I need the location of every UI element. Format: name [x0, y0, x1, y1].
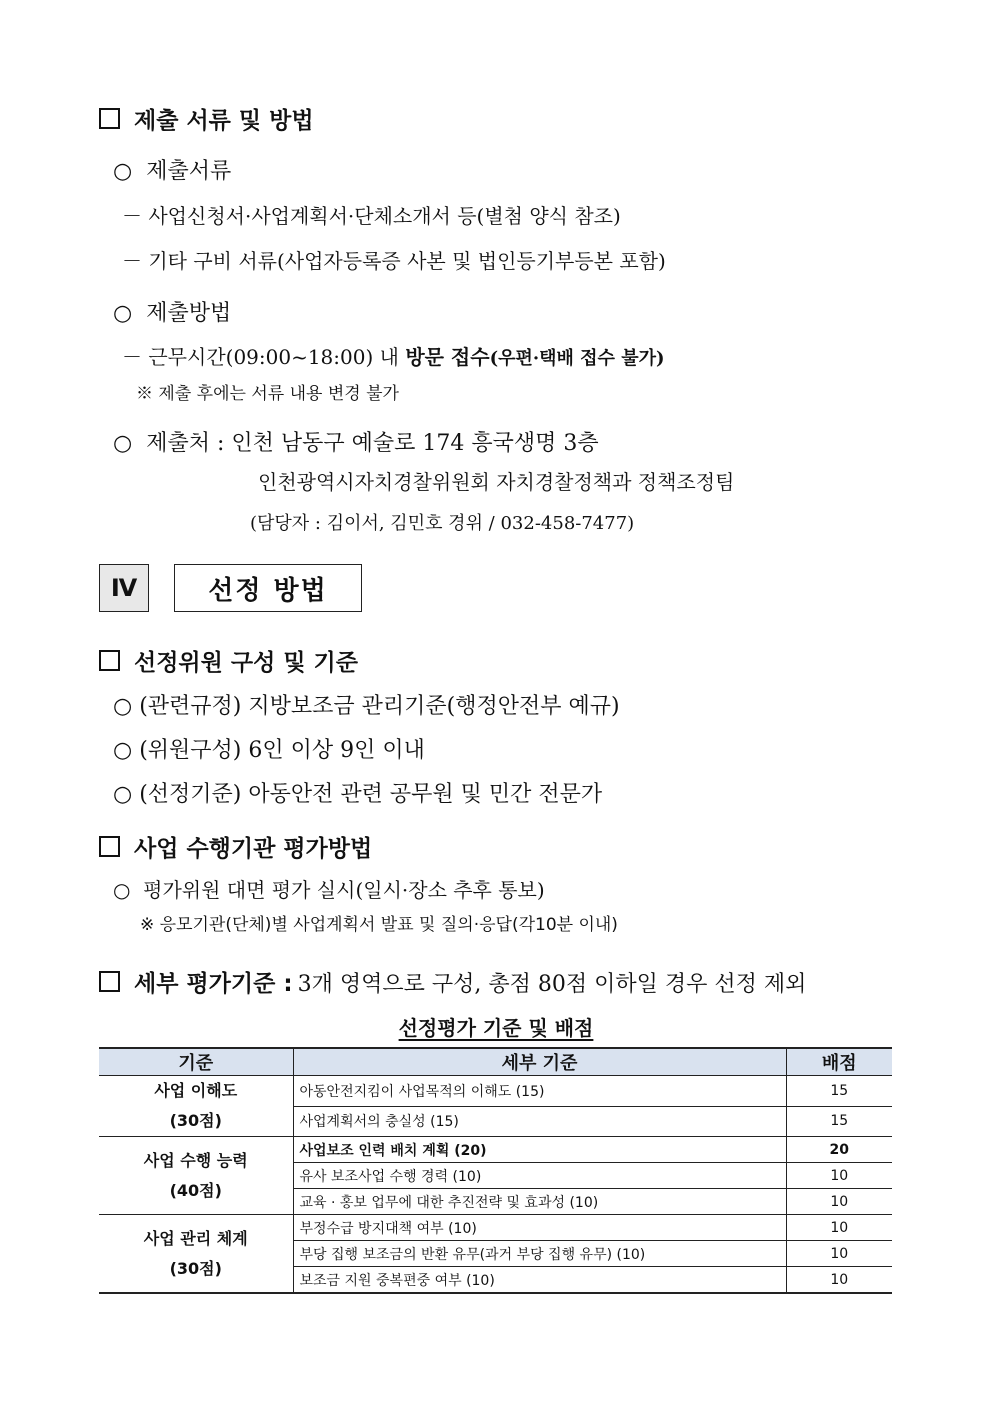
- detail-cell: 유사 보조사업 수행 경력 (10): [293, 1163, 786, 1189]
- section-heading-submission: 제출 서류 및 방법: [99, 102, 314, 135]
- docs-item-1: － 사업신청서·사업계획서·단체소개서 등(별첨 양식 참조): [122, 204, 621, 228]
- committee-item-3: ○ (선정기준) 아동안전 관련 공무원 및 민간 전문가: [113, 782, 603, 807]
- score-cell: 10: [786, 1163, 892, 1189]
- checkbox-square-icon: [99, 836, 120, 857]
- score-cell: 10: [786, 1241, 892, 1267]
- bullet-docs-title: ○ 제출서류: [113, 159, 232, 184]
- committee-item-1: ○ (관련규정) 지방보조금 관리기준(행정안전부 예규): [113, 694, 620, 719]
- checkbox-square-icon: [99, 971, 120, 992]
- score-cell: 10: [786, 1267, 892, 1294]
- section-heading-evaluation: 사업 수행기관 평가방법: [99, 830, 372, 863]
- checkbox-square-icon: [99, 108, 120, 129]
- score-cell: 10: [786, 1215, 892, 1241]
- table-row: [99, 1137, 892, 1163]
- header-score: 배점: [786, 1048, 892, 1076]
- category-cell: 사업 관리 체계 (30점): [99, 1215, 293, 1294]
- place-office: 인천광역시자치경찰위원회 자치경찰정책과 정책조정팀: [258, 470, 735, 494]
- dash-bullet-icon: －: [122, 249, 142, 273]
- place-contact: (담당자 : 김이서, 김민호 경위 / 032-458-7477): [250, 513, 635, 534]
- method-note: ※ 제출 후에는 서류 내용 변경 불가: [136, 384, 399, 404]
- method-item: － 근무시간(09:00~18:00) 내 방문 접수(우편·택배 접수 불가): [122, 345, 665, 369]
- evaluation-note: ※ 응모기관(단체)별 사업계획서 발표 및 질의·응답(각10분 이내): [140, 915, 618, 935]
- detail-cell: 부정수급 방지대책 여부 (10): [293, 1215, 786, 1241]
- circle-bullet-icon: ○: [113, 782, 133, 807]
- criteria-table: [99, 1047, 892, 1294]
- section-heading-committee: 선정위원 구성 및 기준: [99, 644, 358, 677]
- detail-cell: 교육 · 홍보 업무에 대한 추진전략 및 효과성 (10): [293, 1189, 786, 1215]
- circle-bullet-icon: ○: [113, 694, 133, 719]
- evaluation-item: ○ 평가위원 대면 평가 실시(일시·장소 추후 통보): [113, 878, 545, 902]
- detail-cell: 사업계획서의 충실성 (15): [293, 1106, 786, 1137]
- detail-cell: 아동안전지킴이 사업목적의 이해도 (15): [293, 1076, 786, 1107]
- circle-bullet-icon: ○: [113, 738, 133, 763]
- header-criteria: 기준: [99, 1048, 293, 1076]
- score-cell: 10: [786, 1189, 892, 1215]
- circle-bullet-icon: ○: [113, 431, 133, 456]
- table-header-row: [99, 1048, 892, 1076]
- circle-bullet-icon: ○: [113, 878, 131, 902]
- table-row: [99, 1215, 892, 1241]
- header-detail: 세부 기준: [293, 1048, 786, 1076]
- docs-item-2: － 기타 구비 서류(사업자등록증 사본 및 법인등기부등본 포함): [122, 249, 666, 273]
- score-cell: 15: [786, 1106, 892, 1137]
- section-numeral: Ⅳ: [99, 564, 149, 612]
- circle-bullet-icon: ○: [113, 159, 133, 184]
- dash-bullet-icon: －: [122, 204, 142, 228]
- detail-cell: 부당 집행 보조금의 반환 유무(과거 부당 집행 유무) (10): [293, 1241, 786, 1267]
- table-caption: 선정평가 기준 및 배점: [398, 1016, 594, 1040]
- section-heading-criteria: 세부 평가기준 : 3개 영역으로 구성, 총점 80점 이하일 경우 선정 제외: [99, 965, 806, 998]
- detail-cell: 사업보조 인력 배치 계획 (20): [293, 1137, 786, 1163]
- circle-bullet-icon: ○: [113, 301, 133, 326]
- bullet-method-title: ○ 제출방법: [113, 301, 232, 326]
- bullet-place: ○ 제출처 : 인천 남동구 예술로 174 흥국생명 3층: [113, 431, 599, 456]
- category-cell: 사업 수행 능력 (40점): [99, 1137, 293, 1215]
- score-cell: 15: [786, 1076, 892, 1107]
- table-row: [99, 1076, 892, 1107]
- checkbox-square-icon: [99, 650, 120, 671]
- dash-bullet-icon: －: [122, 345, 142, 369]
- committee-item-2: ○ (위원구성) 6인 이상 9인 이내: [113, 738, 425, 763]
- detail-cell: 보조금 지원 중복편중 여부 (10): [293, 1267, 786, 1294]
- section-title: 선정 방법: [174, 564, 362, 612]
- category-cell: 사업 이해도 (30점): [99, 1076, 293, 1137]
- score-cell: 20: [786, 1137, 892, 1163]
